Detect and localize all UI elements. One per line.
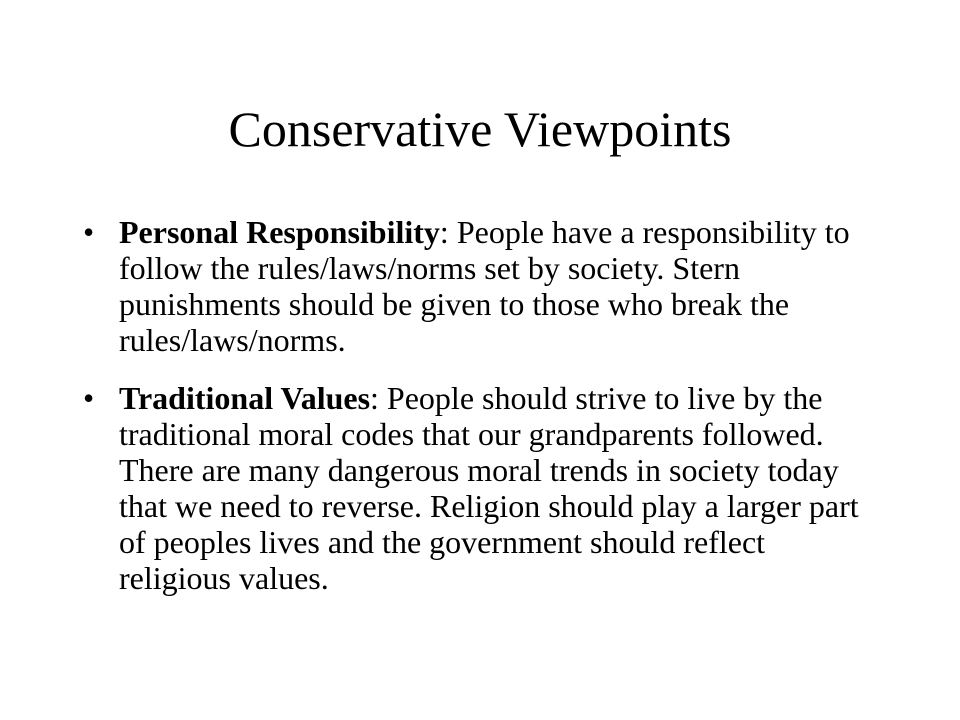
- bullet-text: : People have a responsibility to follow the rules/laws/norms set by society. Stern punishments should be given to those who break the rules/laws/norms.: [119, 214, 850, 358]
- bullet-item-personal-responsibility: [83, 214, 883, 358]
- slide-title: Conservative Viewpoints: [228, 101, 732, 157]
- bullet-term: Traditional Values: [119, 380, 371, 416]
- bullet-marker: •: [83, 214, 95, 250]
- bullet-list: [83, 214, 883, 618]
- bullet-marker: •: [83, 380, 95, 416]
- bullet-term: Personal Responsibility: [119, 214, 440, 250]
- bullet-item-traditional-values: [83, 380, 883, 596]
- bullet-text: : People should strive to live by the traditional moral codes that our grandparents followed. There are many dangerous moral trends in society today that we need to reverse. Religion should play a larger part of peoples lives and the government should reflect religious values.: [119, 380, 859, 596]
